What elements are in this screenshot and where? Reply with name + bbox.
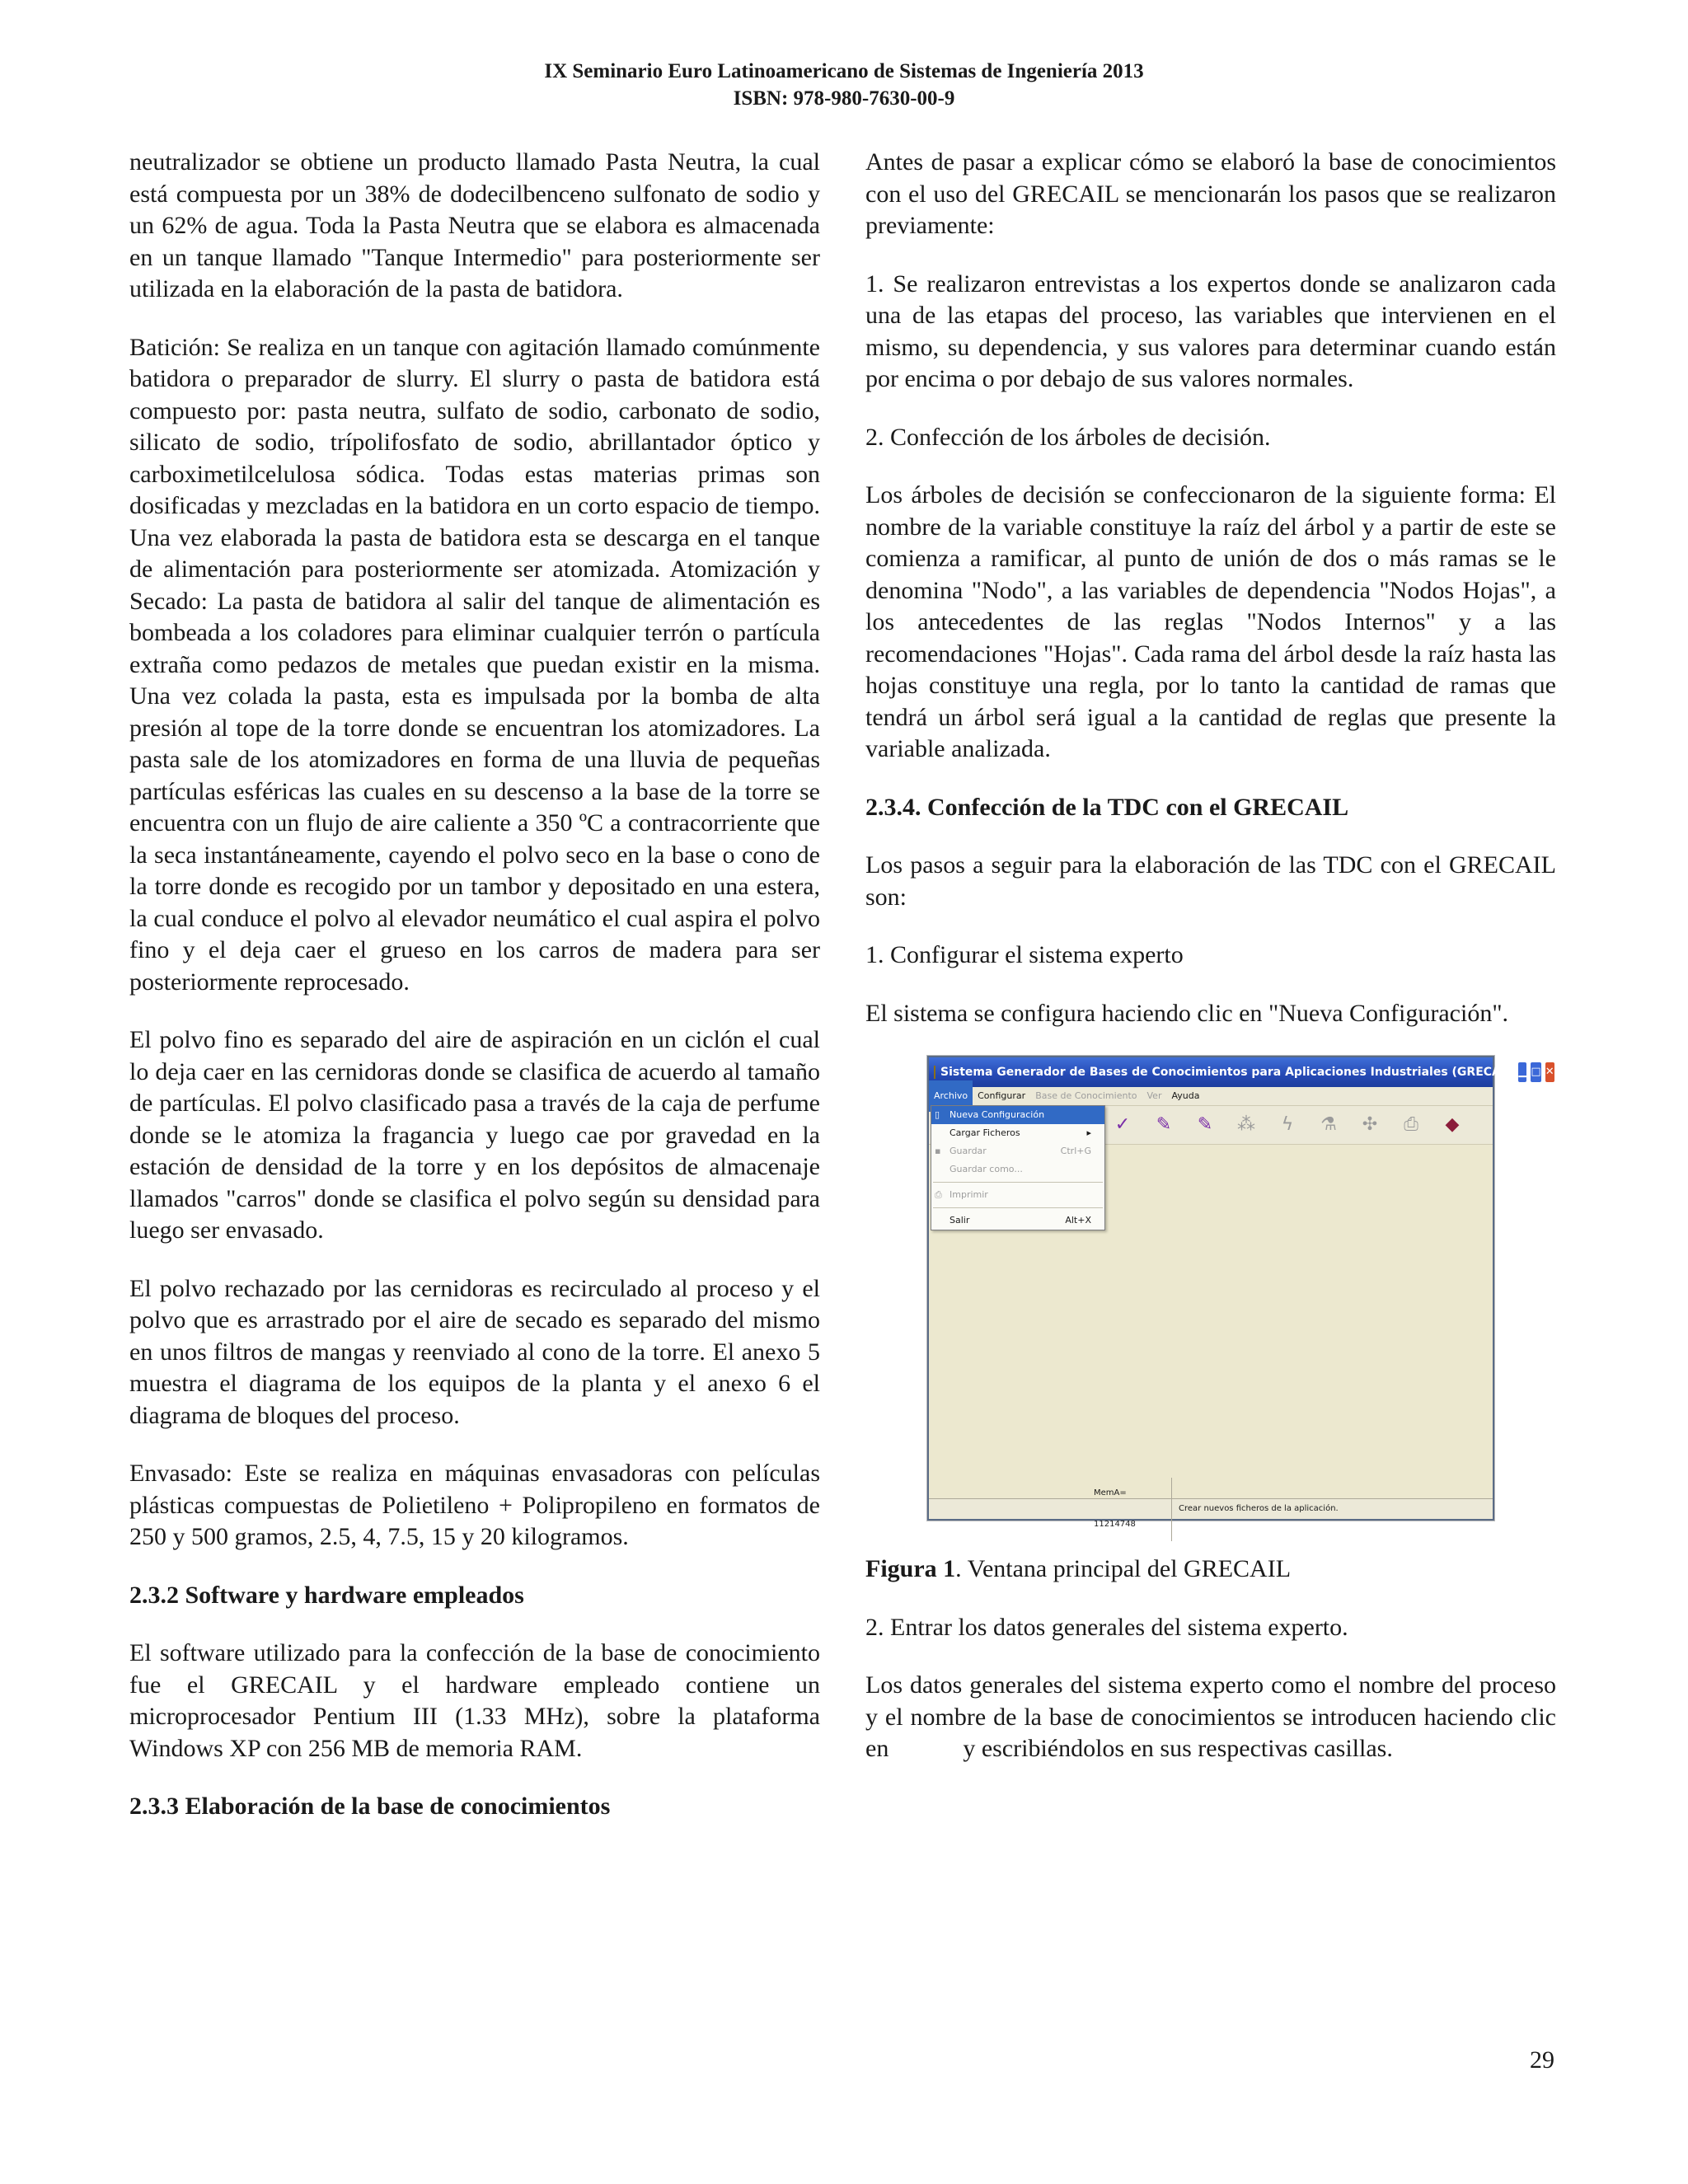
menu-item-load-files: Cargar Ficheros ▸ — [931, 1124, 1104, 1142]
menu-archivo: Archivo — [929, 1080, 973, 1113]
paragraph: Envasado: Este se realiza en máquinas envasadoras con películas plásticas compuestas de Polietileno + Polipropileno en formatos de 250 y 500 gramos, 2.5, 4, 7.5, 15 y 20 kilogramos. — [129, 1460, 820, 1550]
paragraph: Batición: Se realiza en un tanque con agitación llamado comúnmente batidora o preparador de slurry. El slurry o pasta de batidora está compuesto por: pasta neutra, sulfato de sodio, carbonato de sodio, silicato de sodio, trípolifosfato de sodio, abrillantador óptico y carboximetilcelulosa sódica. Todas estas materias primas son dosificadas y mezcladas en la batidora en un corto espacio de tiempo. Una vez elaborada la pasta de batidora esta se descarga en el tanque de alimentación para posteriormente ser atomizada. Atomización y Secado: La pasta de batidora al salir del tanque de alimentación es bombeada a los coladores para eliminar cualquier terrón o partícula extraña como pedazos de metales que puedan existir en la misma. Una vez colada la pasta, esta es impulsada por la bomba de alta presión al tope de la torre donde se encuentran los atomizadores. La pasta sale de los atomizadores en forma de una lluvia de pequeñas partículas esféricas las cuales en su descenso a la base de la torre se encuentra con un flujo de aire caliente a 350 ºC a contracorriente que la seca instantáneamente, cayendo el polvo seco en la base o cono de la torre donde es recogido por un tambor y depositado en una estera, la cual conduce el polvo al elevador neumático el cual aspira el polvo fino y el deja caer el grueso en los carros de madera para ser posteriormente reprocesado. — [129, 333, 820, 996]
figure-caption — [865, 1554, 1556, 1586]
c-pen-icon: ✎ — [1156, 1113, 1172, 1135]
window-title: Sistema Generador de Bases de Conocimientos para Aplicaciones Industriales (GRECAIL) — [940, 1065, 1518, 1079]
cluster-icon: ✣ — [1362, 1113, 1378, 1135]
page-number: 29 — [1530, 2046, 1554, 2074]
print-icon: ⎙ — [935, 1188, 942, 1200]
menu-item-exit: Salir Alt+X — [950, 1214, 1091, 1226]
paragraph: El software utilizado para la confección de la base de conocimiento fue el GRECAIL y el hardware empleado contiene un microprocesador Pentium III (1.33 MHz), sobre la plataforma Windows XP con 256 MB de memoria RAM. — [129, 1639, 820, 1762]
archivo-dropdown-menu — [931, 1105, 1105, 1230]
paragraph: Los árboles de decisión se confeccionaron de la siguiente forma: El nombre de la variable constituye la raíz del árbol y a partir de este se comienza a ramificar, al punto de unión de dos o más ramas se le denomina "Nodo", a las variables de dependencia "Nodos Hojas", a los antecedentes de las reglas "Nodos Internos" y a las recomendaciones "Hojas". Cada rama del árbol desde la raíz hasta las hojas constituye una regla, por lo tanto la cantidad de ramas que tendrá un árbol será igual a la cantidad de reglas que presente la variable analizada. — [865, 481, 1556, 762]
paragraph: 2. Entrar los datos generales del sistema experto. — [865, 1613, 1348, 1641]
paragraph: El polvo fino es separado del aire de aspiración en un ciclón el cual lo deja caer en las cernidoras donde se clasifica de acuerdo al tamaño de partículas. El polvo clasificado pasa a través de la caja de perfume donde se le atomiza la fragancia y luego cae por gravedad en la estación de densidad de la torre y en los depósitos de almacenaje llamados "carros" donde se clasifica el polvo según su densidad para luego ser envasado. — [129, 1026, 820, 1244]
check-pen-icon: ✓ — [1114, 1113, 1131, 1135]
window-statusbar — [929, 1488, 1493, 1529]
paragraph: Antes de pasar a explicar cómo se elaboró la base de conocimientos con el uso del GRECAIL se mencionarán los pasos que se realizaron previamente: — [865, 148, 1556, 239]
nodes-icon: ⁂ — [1237, 1113, 1255, 1135]
section-heading-2-3-2: 2.3.2 Software y hardware empleados — [129, 1581, 524, 1609]
new-file-icon: ▯ — [935, 1108, 940, 1120]
figure-1 — [865, 1056, 1556, 1529]
minimize-icon: ▁ — [1517, 1062, 1527, 1083]
header-conference: IX Seminario Euro Latinoamericano de Sistemas de Ingeniería 2013 — [544, 60, 1144, 82]
paragraph: El sistema se configura haciendo clic en "Nueva Configuración". — [865, 999, 1509, 1027]
paragraph: 1. Configurar el sistema experto — [865, 941, 1184, 968]
menu-item-save-as: Guardar como... — [950, 1163, 1023, 1174]
printer-icon: ⎙ — [1404, 1113, 1418, 1135]
submenu-arrow-icon: ▸ — [1086, 1127, 1091, 1138]
status-memory: MemA= 11214748 — [1094, 1478, 1172, 1541]
menu-ayuda: Ayuda — [1171, 1090, 1200, 1101]
maximize-icon: □ — [1530, 1062, 1541, 1083]
close-icon: ✕ — [1545, 1062, 1555, 1083]
section-heading-2-3-4: 2.3.4. Confección de la TDC con el GRECAIL — [865, 793, 1349, 821]
menu-ver: Ver — [1146, 1090, 1162, 1101]
app-icon — [934, 1066, 935, 1079]
left-column — [129, 147, 820, 1849]
running-header — [0, 58, 1688, 112]
paragraph: 1. Se realizaron entrevistas a los expertos donde se analizaron cada una de las etapas del proceso, las variables que intervienen en el mismo, su dependencia, y sus valores para determinar cuando están por encima o por debajo de sus valores normales. — [865, 269, 1556, 392]
menu-item-new-config: ▯ Nueva Configuración — [931, 1106, 1104, 1124]
paragraph: Los pasos a seguir para la elaboración de las TDC con el GRECAIL son: — [865, 851, 1556, 911]
status-message: Crear nuevos ficheros de la aplicación. — [1179, 1503, 1339, 1513]
menu-item-save: ▪ Guardar Ctrl+G — [931, 1142, 1104, 1160]
lightning-icon: ϟ — [1281, 1113, 1294, 1135]
menu-base-conocimiento: Base de Conocimiento — [1035, 1090, 1137, 1101]
section-heading-2-3-3: 2.3.3 Elaboración de la base de conocimientos — [129, 1793, 611, 1820]
save-icon: ▪ — [935, 1145, 941, 1156]
paragraph: El polvo rechazado por las cernidoras es recirculado al proceso y el polvo que es arrastrado por el aire de secado es separado del mismo en unos filtros de mangas y reenviado al cono de la torre. El anexo 5 muestra el diagrama de los equipos de la planta y el anexo 6 el diagrama de bloques del proceso. — [129, 1274, 820, 1429]
caption-text: . Ventana principal del GRECAIL — [955, 1555, 1292, 1582]
microscope-icon: ⚗ — [1320, 1113, 1337, 1135]
caption-label: Figura 1 — [865, 1555, 956, 1582]
grecail-window-screenshot — [927, 1056, 1554, 1529]
paragraph: neutralizador se obtiene un producto llamado Pasta Neutra, la cual está compuesta por un 38% de dodecilbenceno sulfonato de sodio y un 62% de agua. Toda la Pasta Neutra que se elabora es almacenada en un tanque llamado "Tanque Intermedio" para posteriormente ser utilizada en la elaboración de la pasta de batidora. — [129, 148, 820, 302]
book-icon: ◆ — [1445, 1113, 1460, 1135]
menu-configurar: Configurar — [978, 1090, 1026, 1101]
paragraph: Los datos generales del sistema experto como el nombre del proceso y el nombre de la base de conocimientos se introducen haciendo clic en y escribiéndolos en sus respectivas casillas. — [865, 1671, 1563, 1762]
menu-item-print: ⎙ Imprimir — [931, 1186, 1104, 1204]
header-isbn: ISBN: 978-980-7630-00-9 — [733, 87, 955, 110]
paragraph: 2. Confección de los árboles de decisión. — [865, 423, 1271, 451]
r-pen-icon: ✎ — [1197, 1113, 1213, 1135]
right-column — [865, 147, 1563, 1792]
